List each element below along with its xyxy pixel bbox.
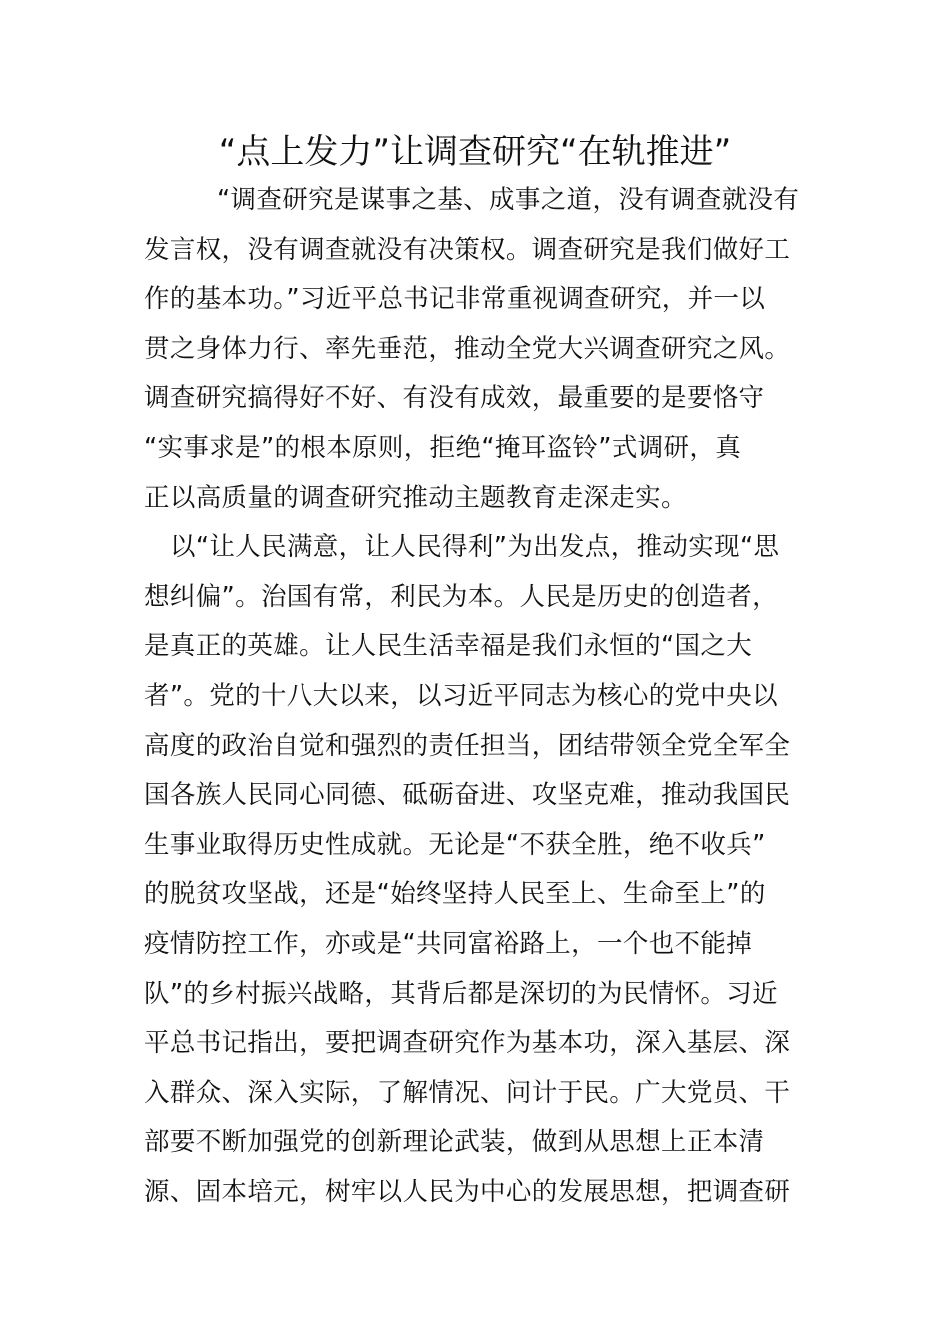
text-line: 是真正的英雄。让人民生活幸福是我们永恒的“国之大 bbox=[144, 631, 753, 662]
document-body bbox=[144, 176, 808, 1217]
text-line: “实事求是”的根本原则，拒绝“掩耳盗铃”式调研，真 bbox=[144, 432, 742, 463]
text-line: 想纠偏”。治国有常，利民为本。人民是历史的创造者， bbox=[144, 581, 778, 612]
text-line: 国各族人民同心同德、砥砺奋进、攻坚克难，推动我国民 bbox=[144, 780, 791, 811]
text-line: 高度的政治自觉和强烈的责任担当，团结带领全党全军全 bbox=[144, 730, 791, 761]
text-line: 者”。党的十八大以来，以习近平同志为核心的党中央以 bbox=[144, 680, 778, 711]
text-line: 源、固本培元，树牢以人民为中心的发展思想，把调查研 bbox=[144, 1176, 791, 1207]
document-title: “点上发力”让调查研究“在轨推进” bbox=[218, 132, 732, 172]
text-line: 入群众、深入实际，了解情况、问计于民。广大党员、干 bbox=[144, 1077, 791, 1108]
text-line: 的脱贫攻坚战，还是“始终坚持人民至上、生命至上”的 bbox=[144, 879, 766, 910]
text-line: 贯之身体力行、率先垂范，推动全党大兴调查研究之风。 bbox=[144, 333, 791, 364]
text-line: 疫情防控工作，亦或是“共同富裕路上，一个也不能掉 bbox=[144, 928, 753, 959]
text-line: 发言权，没有调查就没有决策权。调查研究是我们做好工 bbox=[144, 234, 791, 265]
text-line: 作的基本功。”习近平总书记非常重视调查研究，并一以 bbox=[144, 284, 766, 315]
text-line: 部要不断加强党的创新理论武装，做到从思想上正本清 bbox=[144, 1127, 765, 1158]
text-line: 正以高质量的调查研究推动主题教育走深走实。 bbox=[144, 482, 687, 513]
paragraph-2 bbox=[144, 523, 808, 1217]
text-line: “调查研究是谋事之基、成事之道，没有调查就没有 bbox=[217, 185, 800, 215]
text-line: 队”的乡村振兴战略，其背后都是深切的为民情怀。习近 bbox=[144, 978, 778, 1009]
text-line: 生事业取得历史性成就。无论是“不获全胜，绝不收兵” bbox=[144, 829, 766, 860]
text-line: 调查研究搞得好不好、有没有成效，最重要的是要恪守 bbox=[144, 383, 765, 414]
text-line: 平总书记指出，要把调查研究作为基本功，深入基层、深 bbox=[144, 1028, 791, 1059]
paragraph-1 bbox=[144, 176, 808, 523]
text-line: 以“让人民满意，让人民得利”为出发点，推动实现“思 bbox=[170, 532, 780, 563]
